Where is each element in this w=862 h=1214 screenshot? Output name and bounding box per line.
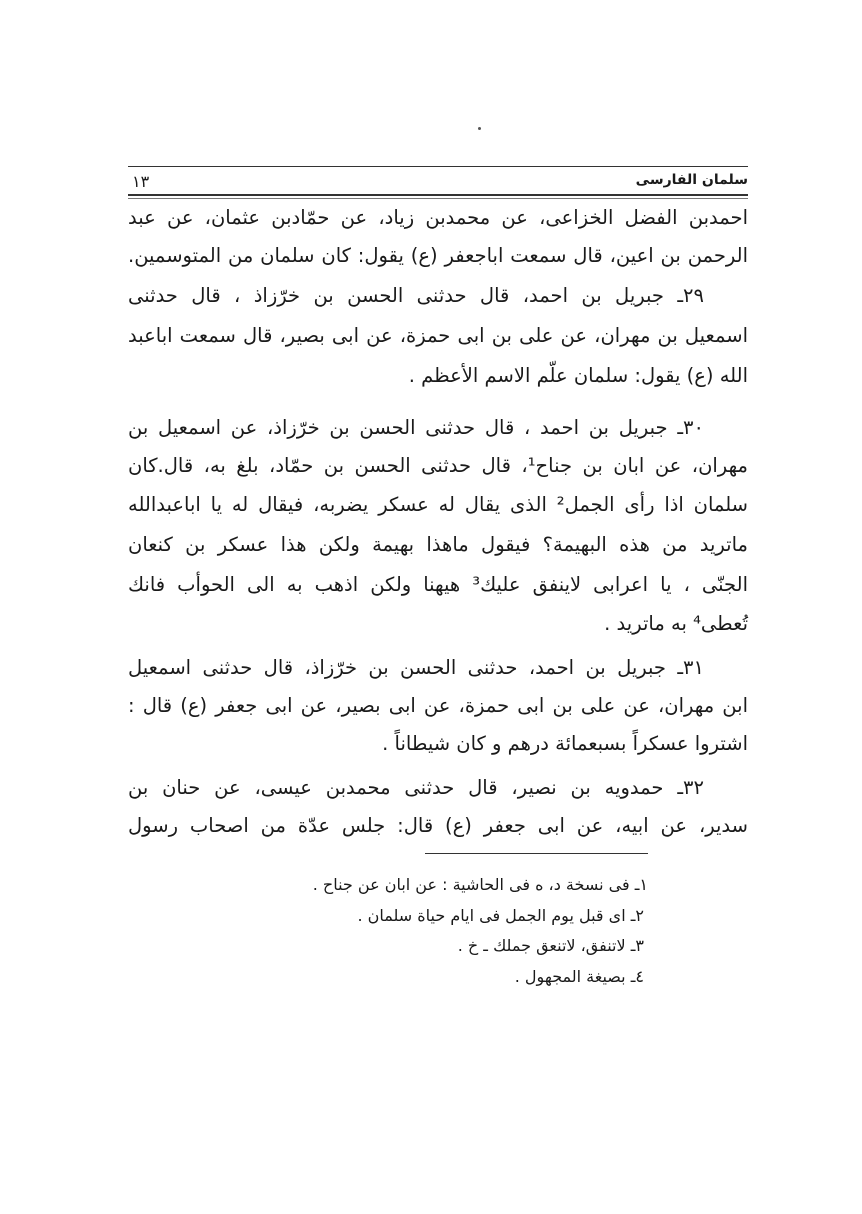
text-line: تُعطی⁴ به ماترید . [604,612,748,635]
text-line: اسمعیل بن مهران، عن علی بن ابی حمزة، عن ابی بصیر، قال سمعت اباعبد [128,324,748,347]
footnote-rule [425,853,648,854]
text-line: اشتروا عسکراً بسبعمائة درهم و کان شیطاناً . [382,732,748,755]
header-top-rule [128,166,748,167]
header-bottom-rule [128,194,748,196]
text-line: احمدبن الفضل الخزاعی، عن محمدبن زیاد، عن حمّادبن عثمان، عن عبد [128,206,748,229]
scan-speck [478,127,481,130]
footnote: ۲ـ ای قبل یوم الجمل فی ایام حیاة سلمان . [357,906,644,925]
text-line: ۳۲ـ حمدویه بن نصیر، قال حدثنی محمدبن عیسی، عن حنان بن [128,776,704,799]
text-line: مهران، عن ابان بن جناح¹، قال حدثنی الحسن بن حمّاد، بلغ به، قال.کان [128,454,749,477]
footnote: ۳ـ لاتنفق، لاتنعق جملك ـ خ . [457,936,644,955]
header-bottom-rule-thin [128,198,748,199]
text-line: الله (ع) یقول: سلمان علّم الاسم الأعظم . [408,364,748,387]
footnote: ٤ـ بصیغة المجهول . [514,967,644,986]
text-line: ۲۹ـ جبریل بن احمد، قال حدثنی الحسن بن خرّزاذ ، قال حدثنی [128,284,704,307]
text-line: سدیر، عن ابیه، عن ابی جعفر (ع) قال: جلس عدّة من اصحاب رسول [128,814,748,837]
text-line: ماترید من هذه البهیمة؟ فیقول ماهذا بهیمة ولکن هذا عسکر بن کنعان [128,533,748,556]
running-title: سلمان الفارسی [635,172,748,188]
text-line: ۳۰ـ جبریل بن احمد ، قال حدثنی الحسن بن خرّزاذ، عن اسمعیل بن [128,416,704,439]
text-line: ابن مهران، عن علی بن ابی حمزة، عن ابی بصیر، عن ابی جعفر (ع) قال : [128,694,748,717]
text-line: ۳۱ـ جبریل بن احمد، حدثنی الحسن بن خرّزاذ، قال حدثنی اسمعیل [128,656,704,679]
footnote: ۱ـ فی نسخة د، ه فی الحاشیة : عن ابان عن جناح . [312,875,648,894]
text-line: الرحمن بن اعین، قال سمعت اباجعفر (ع) یقول: کان سلمان من المتوسمین. [128,244,748,267]
text-line: سلمان اذا رأی الجمل² الذی یقال له عسکر یضربه، فیقال له یا اباعبدالله [128,493,748,516]
page-number: ١٣ [132,172,150,191]
text-line: الجنّی ، یا اعرابی لاینفق علیك³ هیهنا ولکن اذهب به الی الحوأب فانك [128,573,748,596]
